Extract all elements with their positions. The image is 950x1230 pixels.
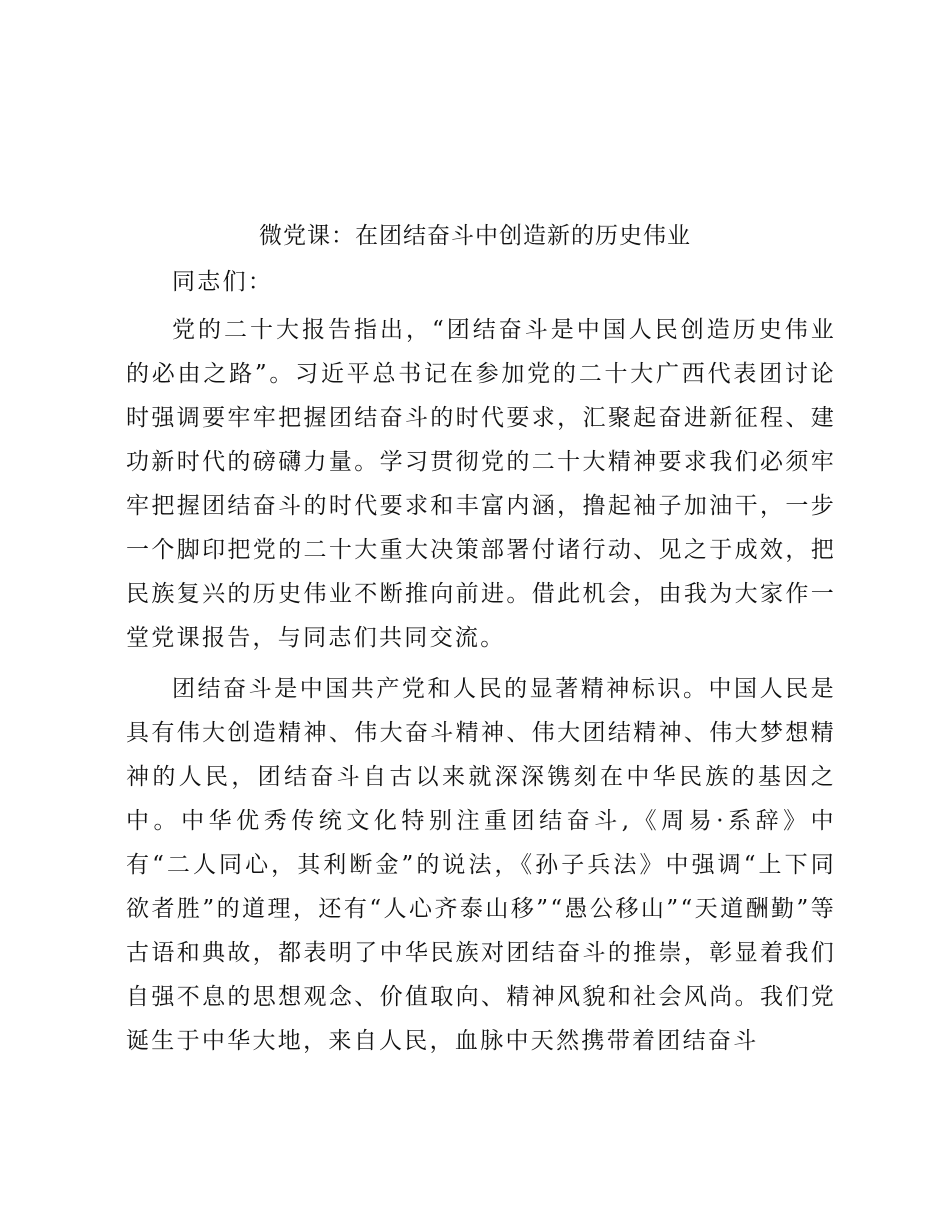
document-title: 微党课：在团结奋斗中创造新的历史伟业 — [259, 223, 691, 249]
paragraph-1: 党的二十大报告指出，“团结奋斗是中国人民创造历史伟业的必由之路”。习近平总书记在参加党的二十大广西代表团讨论时强调要牢牢把握团结奋斗的时代要求，汇聚起奋进新征程、建功新时代的磅礴力量。学习贯彻党的二十大精神要求我们必须牢牢把握团结奋斗的时代要求和丰富内涵，撸起袖子加油干，一步一个脚印把党的二十大重大决策部署付诸行动、见之于成效，把民族复兴的历史伟业不断推向前进。借此机会，由我为大家作一堂党课报告，与同志们共同交流。 — [126, 317, 836, 651]
paragraph-2: 团结奋斗是中国共产党和人民的显著精神标识。中国人民是具有伟大创造精神、伟大奋斗精神、伟大团结精神、伟大梦想精神的人民，团结奋斗自古以来就深深镌刻在中华民族的基因之中。中华优秀传统文化特别注重团结奋斗,《周易·系辞》中有“二人同心，其利断金”的说法，《孙子兵法》中强调“上下同欲者胜”的道理，还有“人心齐泰山移”“愚公移山”“天道酬勤”等古语和典故，都表明了中华民族对团结奋斗的推崇，彰显着我们自强不息的思想观念、价值取向、精神风貌和社会风尚。我们党诞生于中华大地，来自人民，血脉中天然携带着团结奋斗 — [126, 676, 836, 1054]
document-body — [126, 260, 836, 1070]
salutation: 同志们： — [172, 269, 274, 295]
